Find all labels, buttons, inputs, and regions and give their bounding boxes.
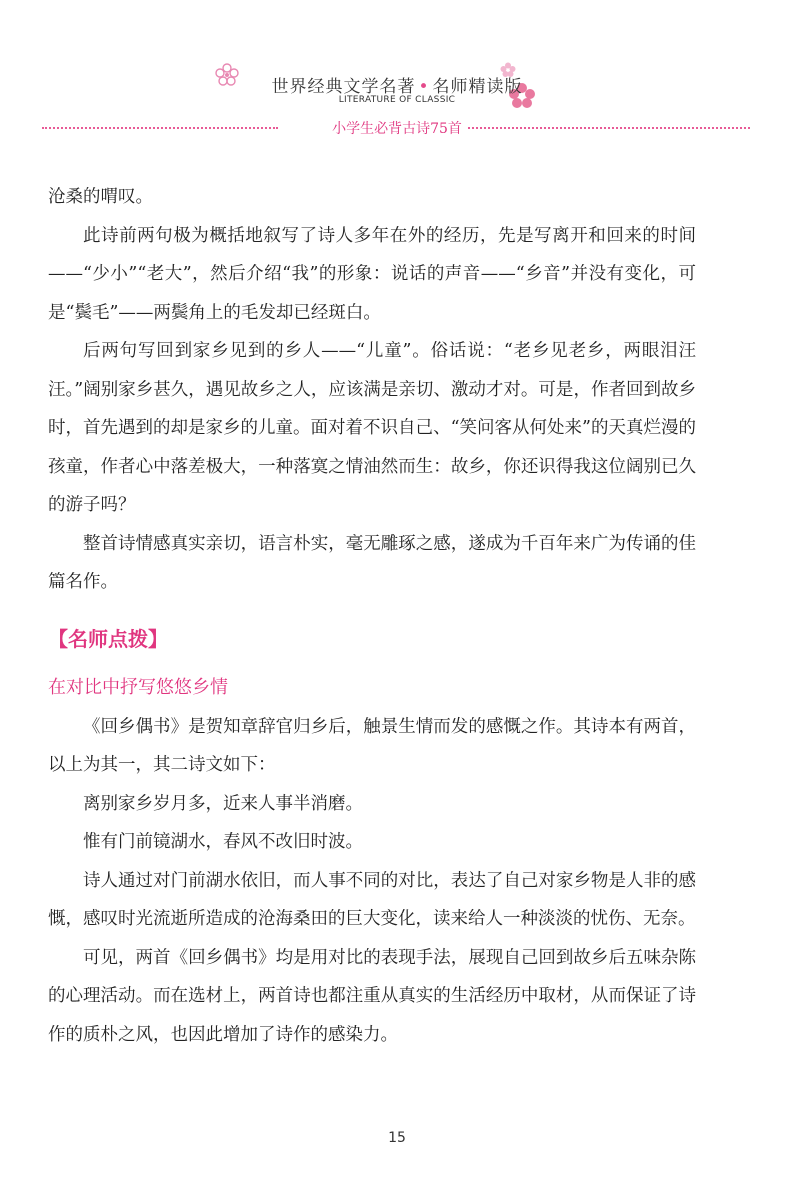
poem-line: 离别家乡岁月多，近来人事半消磨。 [83,793,363,814]
book-title-text: 小学生必背古诗75首 [328,121,466,137]
series-name: 世界经典文学名著 [271,77,416,97]
paragraph: 后两句写回到家乡见到的乡人——“儿童”。俗话说：“老乡见老乡，两眼泪汪汪。”阔别家乡甚久，遇见故乡之人，应该满是亲切、激动才对。可是，作者回到故乡时，首先遇到的却是家乡的儿童。面对着不识自己、“笑问客从何处来”的天真烂漫的孩童，作者心中落差极大，一种落寞之情油然而生：故乡，你还识得我这位阔别已久的游子吗？ [48,341,696,515]
section-subheading: 在对比中抒写悠悠乡情 [48,676,228,698]
paragraph: 可见，两首《回乡偶书》均是用对比的表现手法，展现自己回到故乡后五味杂陈的心理活动。而在选材上，两首诗也都注重从真实的生活经历中取材，从而保证了诗作的质朴之风，也因此增加了诗作的感染力。 [48,947,696,1045]
paragraph: 整首诗情感真实亲切，语言朴实，毫无雕琢之感，遂成为千百年来广为传诵的佳篇名作。 [48,533,696,592]
series-dot: • [418,77,430,97]
paragraph: 诗人通过对门前湖水依旧，而人事不同的对比，表达了自己对家乡物是人非的感慨，感叹时光流逝所造成的沧海桑田的巨大变化，读来给人一种淡淡的忧伤、无奈。 [48,870,696,929]
series-edition: 名师精读版 [432,77,523,97]
page-content [48,178,696,1054]
paragraph: 沧桑的喟叹。 [48,187,153,207]
series-subtitle: LITERATURE OF CLASSIC [338,95,456,105]
section-heading: 【名师点拨】 [48,626,168,651]
series-title [0,72,794,97]
page-number: 15 [388,1130,406,1146]
poem-line: 惟有门前镜湖水，春风不改旧时波。 [83,832,363,852]
book-title [0,118,794,138]
page-header [0,0,794,150]
paragraph: 此诗前两句极为概括地叙写了诗人多年在外的经历，先是写离开和回来的时间——“少小”“老大”，然后介绍“我”的形象：说话的声音——“乡音”并没有变化，可是“鬓毛”——两鬓角上的毛发却已经斑白。 [48,225,696,323]
paragraph: 《回乡偶书》是贺知章辞官归乡后，触景生情而发的感慨之作。其诗本有两首，以上为其一，其二诗文如下： [48,716,696,775]
